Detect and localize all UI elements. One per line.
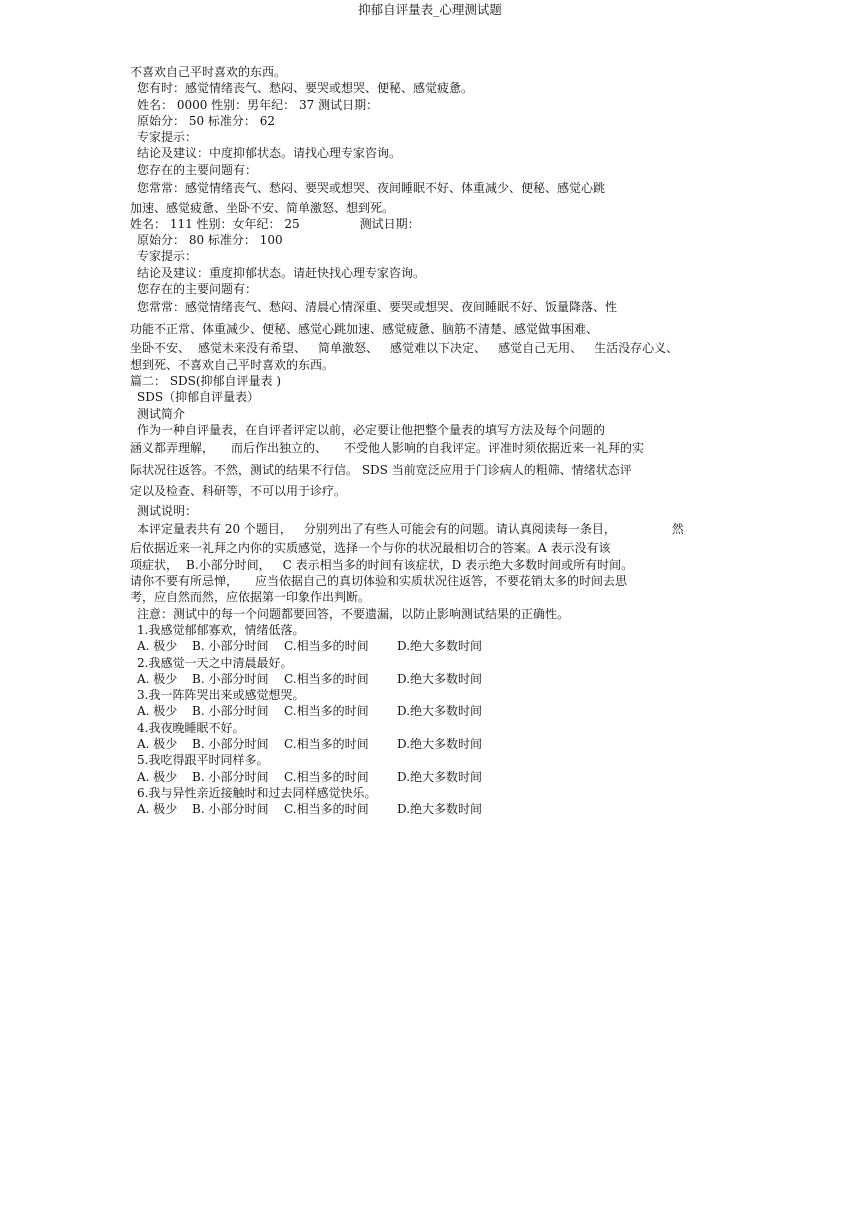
option-a: A. 极少 xyxy=(137,769,178,784)
text-segment: C 表示相当多的时间有该症状，D 表示绝大多数时间或所有时间。 xyxy=(282,557,634,572)
text-line: 您常常：感觉情绪丧气、愁闷、清晨心情深重、要哭或想哭、夜间睡眠不好、饭量降落、性 xyxy=(137,300,618,315)
text-line xyxy=(130,438,730,460)
text-segment: 而后作出独立的、 xyxy=(231,441,328,456)
text-segment: 不受他人影响的自我评定。评准时须依据近来一礼拜的实 xyxy=(344,441,645,456)
text-line: 您存在的主要问题有： xyxy=(137,282,258,297)
option-b: B. 小部分时间 xyxy=(192,737,269,751)
option-c: C.相当多的时间 xyxy=(284,769,369,784)
option-b: B. 小部分时间 xyxy=(192,671,269,686)
text-segment: 姓名： 111 性别：女年纪： 25 xyxy=(130,216,300,231)
text-segment: 本评定量表共有 20 个题目， xyxy=(137,521,292,536)
text-segment: 测试日期： xyxy=(359,216,420,231)
text-line: 原始分： 50 标准分： 62 xyxy=(137,113,275,128)
question-text: 2.我感觉一天之中清晨最好。 xyxy=(137,655,293,670)
text-segment: 简单激怒、 xyxy=(318,341,379,356)
text-line: 结论及建议：重度抑郁状态。请赶快找心理专家咨询。 xyxy=(137,265,426,280)
option-b: B. 小部分时间 xyxy=(192,704,269,719)
text-line: 您存在的主要问题有： xyxy=(137,162,258,177)
text-line: 结论及建议：中度抑郁状态。请找心理专家咨询。 xyxy=(137,146,402,161)
option-b: B. 小部分时间 xyxy=(192,802,269,817)
question-text: 3.我一阵阵哭出来或感觉想哭。 xyxy=(137,688,305,703)
option-d: D.绝大多数时间 xyxy=(397,769,483,784)
section-subheading: SDS（抑郁自评量表） xyxy=(137,390,260,405)
text-line: 定以及检查、科研等，不可以用于诊疗。 xyxy=(130,484,347,499)
option-c: C.相当多的时间 xyxy=(284,671,369,686)
section-heading: 篇二： SDS(抑郁自评量表 ) xyxy=(130,373,282,388)
text-line xyxy=(130,573,730,589)
question-text: 5.我吃得跟平时同样多。 xyxy=(137,753,269,768)
option-a: A. 极少 xyxy=(137,802,178,817)
text-line: 专家提示： xyxy=(137,249,198,264)
text-line: 功能不正常、体重减少、便秘、感觉心跳加速、感觉疲惫、脑筋不清楚、感觉做事困难、 xyxy=(130,321,599,336)
page-title: 抑郁自评量表_心理测试题 xyxy=(358,2,502,17)
option-c: C.相当多的时间 xyxy=(284,704,369,719)
text-line: 姓名： 0000 性别：男年纪： 37 测试日期： xyxy=(137,97,379,112)
option-d: D.绝大多数时间 xyxy=(397,704,483,719)
text-line: 您有时：感觉情绪丧气、愁闷、要哭或想哭、便秘、感觉疲惫。 xyxy=(137,81,474,96)
answer-options xyxy=(130,801,730,817)
option-d: D.绝大多数时间 xyxy=(397,802,483,817)
text-segment: 感觉难以下决定、 xyxy=(390,341,487,356)
text-segment: B.小部分时间， xyxy=(186,557,271,572)
option-c: C.相当多的时间 xyxy=(284,737,369,751)
question-text: 4.我夜晚睡眠不好。 xyxy=(137,720,245,735)
text-segment: 然 xyxy=(671,521,684,536)
answer-options xyxy=(130,769,730,785)
text-line: 不喜欢自己平时喜欢的东西。 xyxy=(130,65,287,79)
option-b: B. 小部分时间 xyxy=(192,769,269,784)
option-a: A. 极少 xyxy=(137,737,178,751)
question-text: 1.我感觉郁郁寡欢，情绪低落。 xyxy=(137,622,305,637)
text-segment: 坐卧不安、 xyxy=(130,341,191,356)
text-segment: 涵义都弄理解， xyxy=(130,441,215,456)
option-a: A. 极少 xyxy=(137,639,178,654)
text-segment: 分别列出了有些人可能会有的问题。请认真阅读每一条目， xyxy=(303,521,616,536)
question-text: 6.我与异性亲近接触时和过去同样感觉快乐。 xyxy=(137,785,377,800)
answer-options xyxy=(130,736,730,752)
text-line: 际状况往返答。不然，测试的结果不行信。 SDS 当前宽泛应用于门诊病人的粗筛、情绪状态评 xyxy=(130,462,632,477)
text-line: 专家提示： xyxy=(137,130,198,145)
section-heading: 测试说明： xyxy=(137,503,198,518)
option-d: D.绝大多数时间 xyxy=(397,671,483,686)
text-line: 想到死、不喜欢自己平时喜欢的东西。 xyxy=(130,357,335,372)
text-segment: 感觉未来没有希望、 xyxy=(198,341,307,356)
section-heading: 测试简介 xyxy=(137,406,186,421)
answer-options xyxy=(130,671,730,687)
option-a: A. 极少 xyxy=(137,704,178,719)
text-line: 后依据近来一礼拜之内你的实质感觉，选择一个与你的状况最相切合的答案。A 表示没有该 xyxy=(130,541,611,556)
option-c: C.相当多的时间 xyxy=(284,639,369,654)
option-d: D.绝大多数时间 xyxy=(397,737,483,751)
text-segment: 项症状， xyxy=(130,557,179,572)
text-line xyxy=(130,216,730,232)
text-line: 注意：测试中的每一个问题都要回答，不要遗漏，以防止影响测试结果的正确性。 xyxy=(137,606,570,621)
text-segment: 请你不要有所忌惮， xyxy=(130,574,239,589)
text-segment: 应当依据自己的真切体验和实质状况往返答，不要花销太多的时间去思 xyxy=(255,574,628,589)
option-a: A. 极少 xyxy=(137,671,178,686)
text-line: 原始分： 80 标准分： 100 xyxy=(137,233,283,248)
text-line: 加速、感觉疲惫、坐卧不安、简单激怒、想到死。 xyxy=(130,200,395,215)
option-c: C.相当多的时间 xyxy=(284,802,369,817)
text-segment: 感觉自己无用、 xyxy=(498,341,583,356)
answer-options xyxy=(130,638,730,654)
option-d: D.绝大多数时间 xyxy=(397,639,483,654)
text-line: 作为一种自评量表，在自评者评定以前，必定要让他把整个量表的填写方法及每个问题的 xyxy=(137,422,606,437)
text-line xyxy=(130,557,730,573)
answer-options xyxy=(130,703,730,719)
text-segment: 生活没存心义、 xyxy=(594,341,679,356)
text-line: 考，应自然而然，应依据第一印象作出判断。 xyxy=(130,590,371,605)
text-line xyxy=(130,340,730,356)
text-line xyxy=(130,519,730,541)
document-body xyxy=(130,64,730,817)
option-b: B. 小部分时间 xyxy=(192,639,269,654)
text-line: 您常常：感觉情绪丧气、愁闷、要哭或想哭、夜间睡眠不好、体重减少、便秘、感觉心跳 xyxy=(137,181,606,196)
